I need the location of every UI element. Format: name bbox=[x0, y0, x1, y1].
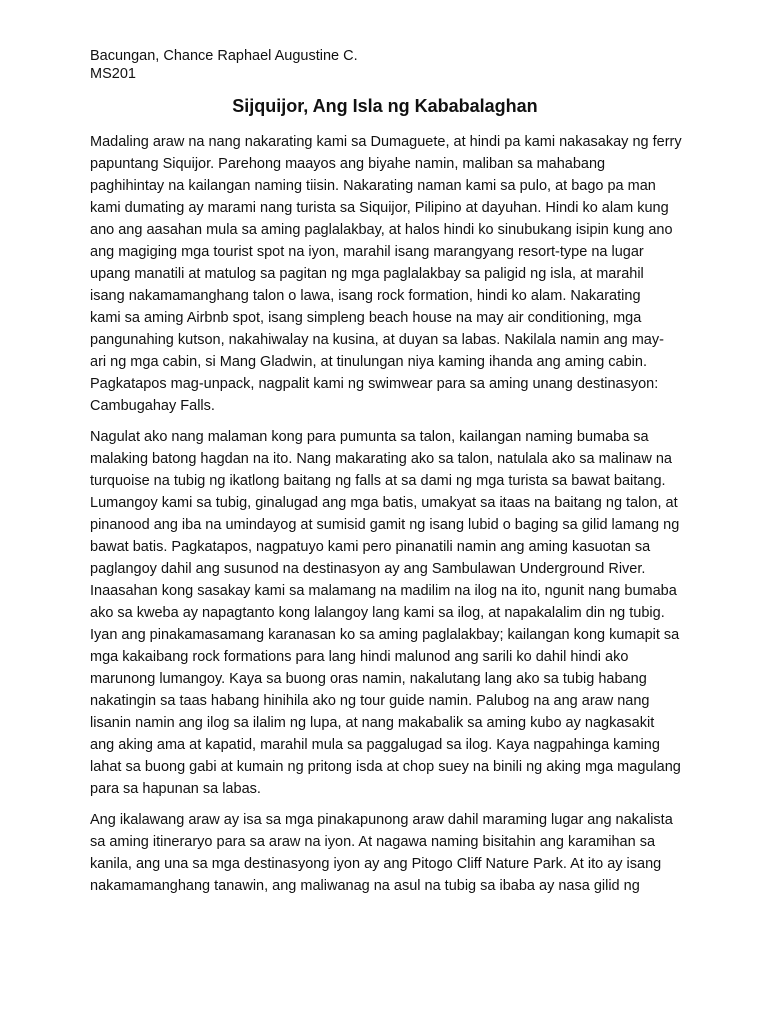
paragraph-line: nakatingin sa taas habang hinihila ako ng tour guide namin. Palubog na ang araw nang bbox=[90, 693, 650, 709]
paragraph-line: ari ng mga cabin, si Mang Gladwin, at tinulungan niya kaming ihanda ang aming cabin. bbox=[90, 354, 647, 370]
paragraph-line: Madaling araw na nang nakarating kami sa Dumaguete, at hindi pa kami nakasakay ng ferry bbox=[90, 134, 682, 150]
paragraph-line: marunong lumangoy. Kaya sa buong oras namin, nakalutang lang ako sa tubig habang bbox=[90, 671, 647, 687]
paragraph-line: mga kakaibang rock formations para lang hindi malunod ang sarili ko dahil hindi ako bbox=[90, 649, 629, 665]
body-paragraph bbox=[90, 809, 680, 897]
document-page bbox=[90, 47, 680, 906]
document-title: Sijquijor, Ang Isla ng Kababalaghan bbox=[232, 96, 538, 116]
course-code: MS201 bbox=[90, 66, 136, 82]
body-paragraph bbox=[90, 131, 680, 417]
paragraph-line: turquoise na tubig ng ikatlong baitang ng falls at sa dami ng mga turista sa bawat baitang. bbox=[90, 473, 666, 489]
paragraph-line: lisanin namin ang ilog sa ilalim ng lupa, at nang makabalik sa aming kubo ay nagkasakit bbox=[90, 715, 655, 731]
paragraph-line: Nagulat ako nang malaman kong para pumunta sa talon, kailangan naming bumaba sa bbox=[90, 429, 649, 445]
paragraph-line: ang magiging mga tourist spot na iyon, marahil isang marangyang resort-type na lugar bbox=[90, 244, 644, 260]
document-body bbox=[90, 131, 680, 897]
paragraph-line: malaking batong hagdan na ito. Nang makarating ako sa talon, natulala ako sa malinaw na bbox=[90, 451, 672, 467]
paragraph-line: Ang ikalawang araw ay isa sa mga pinakapunong araw dahil maraming lugar ang nakalista bbox=[90, 812, 673, 828]
paragraph-line: ano ang aasahan mula sa aming paglalakbay, at halos hindi ko sinubukang isipin kung ano bbox=[90, 222, 673, 238]
paragraph-line: pangunahing kutson, nakahiwalay na kusina, at duyan sa labas. Nakilala namin ang may- bbox=[90, 332, 664, 348]
paragraph-line: Inaasahan kong sasakay kami sa malamang na madilim na ilog na ito, ngunit nang bumaba bbox=[90, 583, 677, 599]
paragraph-line: pinanood ang iba na umindayog at sumisid gamit ng isang lubid o baging sa gilid lamang ng bbox=[90, 517, 680, 533]
paragraph-line: ako sa kweba ay napagtanto kong lalangoy lang kami sa ilog, at napakalalim din ng tubig. bbox=[90, 605, 665, 621]
author-name: Bacungan, Chance Raphael Augustine C. bbox=[90, 48, 358, 64]
paragraph-line: paglangoy dahil ang susunod na destinasyon ay ang Sambulawan Underground River. bbox=[90, 561, 646, 577]
paragraph-line: bawat batis. Pagkatapos, nagpatuyo kami pero pinanatili namin ang aming kasuotan sa bbox=[90, 539, 651, 555]
paragraph-line: Cambugahay Falls. bbox=[90, 398, 215, 414]
paragraph-line: kami sa aming Airbnb spot, isang simpleng beach house na may air conditioning, mga bbox=[90, 310, 642, 326]
paragraph-line: Iyan ang pinakamasamang karanasan ko sa aming paglalakbay; kailangan kong kumapit sa bbox=[90, 627, 680, 643]
paragraph-line: kanila, ang una sa mga destinasyong iyon ay ang Pitogo Cliff Nature Park. At ito ay isang bbox=[90, 856, 662, 872]
paragraph-line: kami dumating ay marami nang turista sa Siquijor, Pilipino at dayuhan. Hindi ko alam kung bbox=[90, 200, 669, 216]
paragraph-line: sa aming itineraryo para sa araw na iyon. At nagawa naming bisitahin ang karamihan sa bbox=[90, 834, 656, 850]
author-block bbox=[90, 47, 680, 83]
paragraph-line: ang aking ama at kapatid, marahil mula sa paggalugad sa ilog. Kaya nagpahinga kaming bbox=[90, 737, 660, 753]
paragraph-line: upang manatili at matulog sa pagitan ng mga paglalakbay sa paligid ng isla, at marahil bbox=[90, 266, 644, 282]
paragraph-line: isang nakamamanghang talon o lawa, isang rock formation, hindi ko alam. Nakarating bbox=[90, 288, 641, 304]
paragraph-line: para sa hapunan sa labas. bbox=[90, 781, 261, 797]
paragraph-line: nakamamanghang tanawin, ang maliwanag na asul na tubig sa ibaba ay nasa gilid ng bbox=[90, 878, 640, 894]
body-paragraph bbox=[90, 426, 680, 800]
paragraph-line: Lumangoy kami sa tubig, ginalugad ang mga batis, umakyat sa itaas na baitang ng talon, at bbox=[90, 495, 678, 511]
paragraph-line: papuntang Siquijor. Parehong maayos ang biyahe namin, maliban sa mahabang bbox=[90, 156, 606, 172]
paragraph-line: lahat sa buong gabi at kumain ng pritong isda at chop suey na binili ng aking mga magulang bbox=[90, 759, 681, 775]
paragraph-line: paghihintay na kailangan naming tiisin. Nakarating naman kami sa pulo, at bago pa man bbox=[90, 178, 656, 194]
paragraph-line: Pagkatapos mag-unpack, nagpalit kami ng swimwear para sa aming unang destinasyon: bbox=[90, 376, 659, 392]
